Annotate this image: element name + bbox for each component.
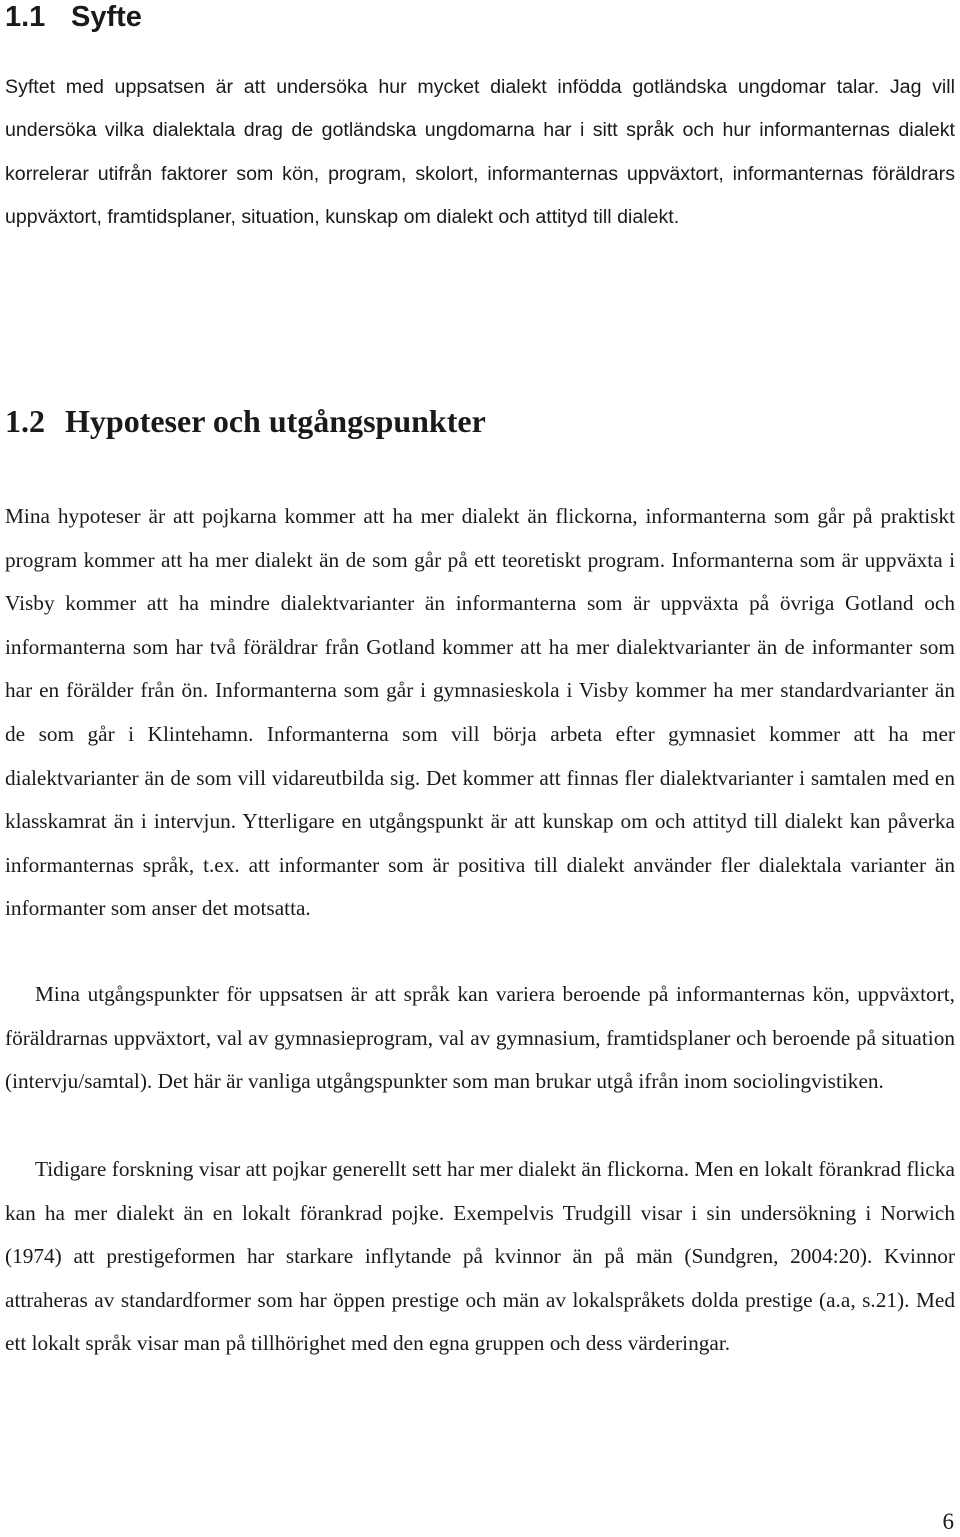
section-number: 1.1	[5, 1, 46, 33]
section-heading-syfte	[5, 0, 142, 34]
utgangspunkter-paragraph: Mina utgångspunkter för uppsatsen är att språk kan variera beroende på informanternas kön, uppväxtort, föräldrarnas uppväxtort, val av gymnasieprogram, val av gymnasium, framtidsplaner och beroende på situation (intervju/samtal). Det här är vanliga utgångspunkter som man brukar utgå ifrån inom sociolingvistiken.	[5, 982, 955, 1094]
section-heading-hypoteser	[5, 402, 486, 440]
hypoteser-paragraph: Mina hypoteser är att pojkarna kommer att ha mer dialekt än flickorna, informanterna som går på praktiskt program kommer att ha mer dialekt än de som går på ett teoretiskt program. Informanterna som är uppväxta i Visby kommer att ha mindre dialektvarianter än informanterna som är uppväxta på övriga Gotland och informanterna som har två föräldrar från Gotland kommer att ha mer dialektvarianter än de informanter som har en förälder från ön. Informanterna som går i gymnasieskola i Visby kommer ha mer standardvarianter än de som går i Klintehamn. Informanterna som vill börja arbeta efter gymnasiet kommer att ha mer dialektvarianter än de som vill vidareutbilda sig. Det kommer att finnas fler dialektvarianter i samtalen med en klasskamrat än i intervjun. Ytterligare en utgångspunkt är att kunskap om och attityd till dialekt kan påverka informanternas språk, t.ex. att informanter som är positiva till dialekt använder fler dialektala varianter än informanter som anser det motsatta.	[5, 504, 955, 921]
section-title: Syfte	[71, 1, 142, 33]
page-number: 6	[942, 1509, 954, 1534]
section-number: 1.2	[5, 403, 45, 439]
section-title: Hypoteser och utgångspunkter	[65, 403, 486, 439]
forskning-paragraph: Tidigare forskning visar att pojkar generellt sett har mer dialekt än flickorna. Men en lokalt förankrad flicka kan ha mer dialekt än en lokalt förankrad pojke. Exempelvis Trudgill visar i sin undersökning i Norwich (1974) att prestigeformen har starkare inflytande på kvinnor än på män (Sundgren, 2004:20). Kvinnor attraheras av standardformer som har öppen prestige och män av lokalspråkets dolda prestige (a.a, s.21). Med ett lokalt språk visar man på tillhörighet med den egna gruppen och dess värderingar.	[5, 1157, 955, 1356]
syfte-paragraph: Syftet med uppsatsen är att undersöka hur mycket dialekt infödda gotländska ungdomar talar. Jag vill undersöka vilka dialektala drag de gotländska ungdomarna har i sitt språk och hur informanternas dialekt korrelerar utifrån faktorer som kön, program, skolort, informanternas uppväxtort, informanternas föräldrars uppväxtort, framtidsplaner, situation, kunskap om dialekt och attityd till dialekt.	[5, 76, 955, 229]
